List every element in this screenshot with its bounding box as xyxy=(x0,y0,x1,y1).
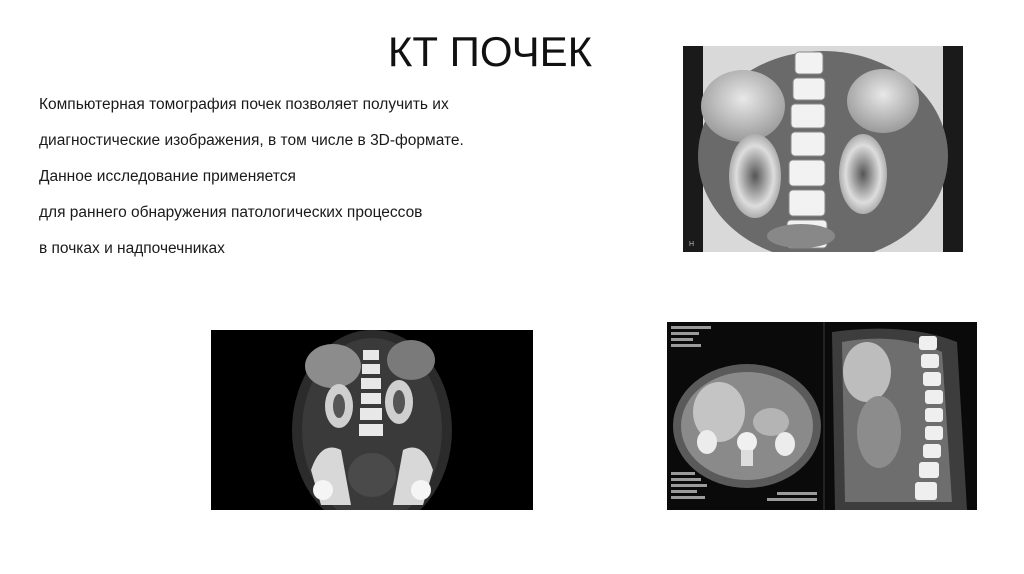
ct-kidney-image-coronal-light xyxy=(683,46,963,252)
body-line-5: в почках и надпочечниках xyxy=(39,240,225,257)
body-line-3: Данное исследование применяется xyxy=(39,168,296,185)
svg-text:H: H xyxy=(689,241,695,248)
body-line-2: диагностические изображения, в том числе в 3D-формате. xyxy=(39,132,464,149)
body-line-4: для раннего обнаружения патологических процессов xyxy=(39,204,423,221)
body-line-1: Компьютерная томография почек позволяет получить их xyxy=(39,96,449,113)
slide-body-text xyxy=(39,94,599,274)
ct-kidney-image-axial-sagittal xyxy=(667,322,977,510)
slide-title: КТ ПОЧЕК xyxy=(387,28,593,75)
ct-kidney-image-coronal-dark xyxy=(211,330,533,510)
